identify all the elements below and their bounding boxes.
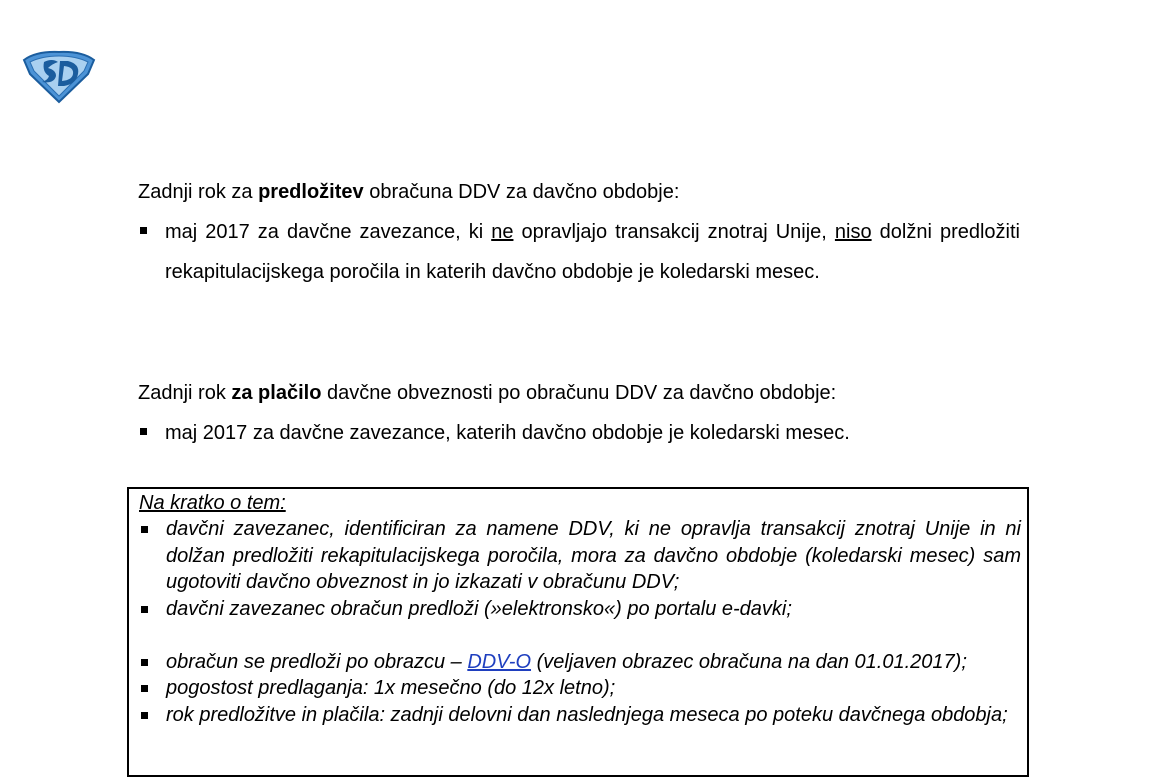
- payment-list: [138, 413, 1020, 453]
- list-item: davčni zavezanec obračun predloži (»elektronsko«) po portalu e-davki;: [139, 596, 1021, 623]
- list-item: maj 2017 za davčne zavezance, ki ne opravljajo transakcij znotraj Unije, niso dolžni predložiti rekapitulacijskega poročila in katerih davčno obdobje je koledarski mesec.: [138, 212, 1020, 292]
- sd-shield-logo-icon: [22, 48, 96, 104]
- deadline-payment-intro: Zadnji rok za plačilo davčne obveznosti po obračunu DDV za davčno obdobje:: [138, 382, 837, 404]
- ddv-o-form-link[interactable]: DDV-O: [467, 650, 532, 673]
- bullet-square-icon: [141, 712, 148, 719]
- bullet-square-icon: [140, 227, 147, 234]
- bullet-square-icon: [141, 606, 148, 613]
- summary-box: [127, 487, 1029, 777]
- keyword-placilo: za plačilo: [231, 382, 322, 404]
- summary-heading: Na kratko o tem:: [139, 492, 286, 514]
- deadline-submission-intro: Zadnji rok za predložitev obračuna DDV za davčno obdobje:: [138, 181, 680, 203]
- list-item: maj 2017 za davčne zavezance, katerih davčno obdobje je koledarski mesec.: [138, 413, 1020, 453]
- list-item: rok predložitve in plačila: zadnji delovni dan naslednjega meseca po poteku davčnega obdobja;: [139, 702, 1021, 729]
- bullet-square-icon: [140, 428, 147, 435]
- list-item: pogostost predlaganja: 1x mesečno (do 12x letno);: [139, 675, 1021, 702]
- bullet-square-icon: [141, 526, 148, 533]
- submission-list: [138, 212, 1020, 292]
- bullet-square-icon: [141, 685, 148, 692]
- list-item: obračun se predloži po obrazcu – DDV-O (veljaven obrazec obračuna na dan 01.01.2017);: [139, 649, 1021, 676]
- bullet-square-icon: [141, 659, 148, 666]
- list-item: davčni zavezanec, identificiran za namene DDV, ki ne opravlja transakcij znotraj Unije in ni dolžan predložiti rekapitulacijskega poročila, mora za davčno obdobje (koledarski mesec) sam ugotoviti davčno obveznost in jo izkazati v obračunu DDV;: [139, 516, 1021, 596]
- keyword-predlozitev: predložitev: [258, 181, 364, 203]
- summary-list: [139, 516, 1021, 728]
